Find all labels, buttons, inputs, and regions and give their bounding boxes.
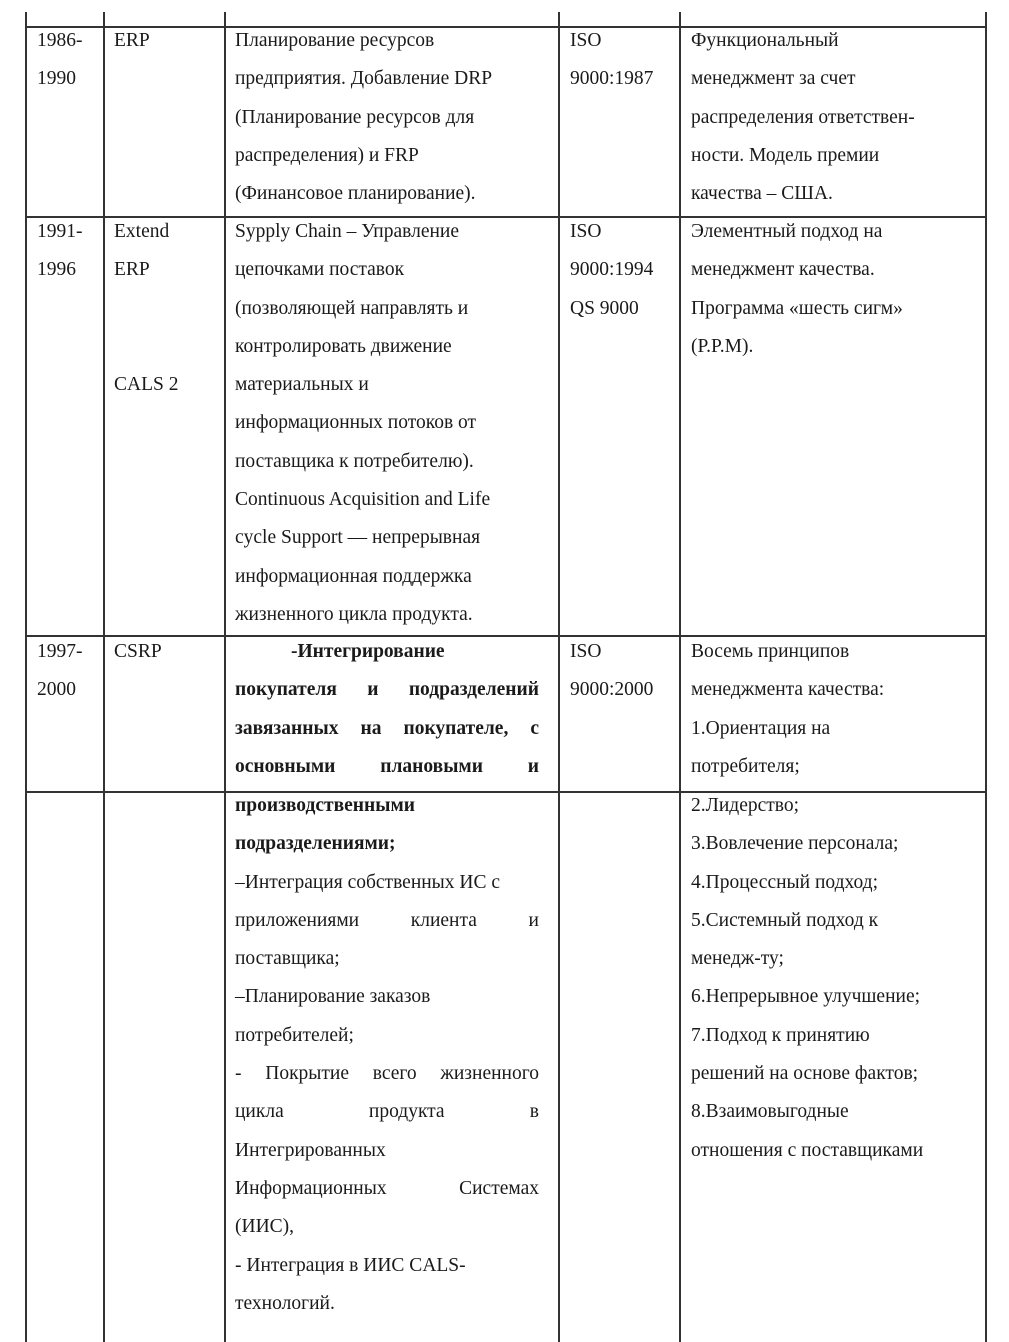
text-line: (ИИС), [235,1216,295,1238]
text-line: Программа «шесть сигм» [691,297,903,319]
text-line: Элементный подход на [691,221,883,242]
text-line: QS 9000 [570,297,639,319]
text-line: Планирование ресурсов [235,30,435,51]
row4-management [691,787,923,1170]
text-line: ERP [114,30,150,51]
row1-system [114,22,150,60]
text-line: ISO [570,30,602,51]
word: с [530,717,539,739]
text-line: предприятия. Добавление DRP [235,68,493,90]
text-line: Sypply Chain – Управление [235,221,460,242]
text-line: производственными [235,795,415,816]
word: Системах [459,1177,539,1199]
text-line: 1996 [37,259,76,281]
word: подразделений [408,679,539,701]
text-line: потребителей; [235,1024,354,1046]
text-line: CALS 2 [114,374,179,396]
word: всего [372,1063,417,1085]
text-line: ISO [570,641,602,662]
row3-management [691,633,884,786]
text-line: контролировать движение [235,335,452,357]
word: приложениями [235,909,360,931]
text-line-justified [235,1055,549,1093]
word: и [528,909,539,931]
text-line: (Финансовое планирование). [235,183,476,205]
text-line-justified [235,748,549,786]
word: Покрытие [265,1063,350,1085]
word: Информационных [235,1177,387,1199]
text-line-justified [235,671,549,709]
text-line: подразделениями; [235,833,396,855]
text-line: 2.Лидерство; [691,795,800,816]
row1-standard [570,22,653,99]
row2-period [37,213,83,290]
text-line-justified [235,1093,549,1131]
word: покупателе, [403,717,509,739]
word: клиента [410,909,477,931]
word: покупателя [235,679,337,701]
word: в [529,1101,539,1123]
text-line: –Планирование заказов [235,986,431,1008]
text-line: технологий. [235,1292,335,1314]
text-line: потребителя; [691,755,800,777]
text-line: Восемь принципов [691,641,850,662]
text-line: 1986- [37,30,83,51]
text-line: cycle Support — непрерывная [235,527,481,549]
text-line: качества – США. [691,183,833,205]
text-line: 7.Подход к принятию [691,1024,870,1046]
text-line: (позволяющей направлять и [235,297,469,319]
text-line: Continuous Acquisition and Life [235,489,491,511]
row2-system [114,213,178,404]
text-line: отношения с поставщиками [691,1139,924,1161]
text-line: 8.Взаимовыгодные [691,1101,849,1123]
text-line: поставщика к потребителю). [235,450,474,472]
row1-management [691,22,915,213]
text-line: цепочками поставок [235,259,405,281]
row3-system [114,633,162,671]
text-line: 1991- [37,221,83,242]
text-line: ISO [570,221,602,242]
text-line: 5.Системный подход к [691,909,879,931]
text-line: жизненного цикла продукта. [235,603,473,625]
text-line: Extend [114,221,170,242]
text-line: 2000 [37,679,76,701]
word: и [527,755,539,777]
text-line: 3.Вовлечение персонала; [691,833,899,855]
text-line: менеджмент качества. [691,259,875,281]
text-line: - Интеграция в ИИС CALS- [235,1254,466,1276]
text-line: (Планирование ресурсов для [235,106,475,128]
table-border-right [985,12,987,1342]
row1-description [235,22,549,213]
text-line: менеджмент за счет [691,68,856,90]
row2-standard [570,213,653,328]
text-line: 4.Процессный подход; [691,871,879,893]
text-line-justified [235,902,549,940]
table-border-col2 [103,12,105,1342]
word: и [367,679,379,701]
row2-description [235,213,549,634]
row4-description [235,787,549,1323]
word: цикла [235,1101,284,1123]
row3-period [37,633,83,710]
text-line: 1990 [37,68,76,90]
text-line: 9000:1994 [570,259,654,281]
text-line: 9000:2000 [570,679,654,701]
text-line: 1997- [37,641,83,662]
word: на [360,717,382,739]
word: плановыми [380,755,483,777]
text-line: CSRP [114,641,162,662]
word: жизненного [440,1063,539,1085]
text-line: информационная поддержка [235,565,472,587]
word: продукта [368,1101,445,1123]
text-line-justified [235,710,549,748]
row3-standard [570,633,653,710]
text-line: 1.Ориентация на [691,717,831,739]
text-line: Интегрированных [235,1139,386,1161]
text-line: распределения) и FRP [235,144,419,166]
table-border-col4 [558,12,560,1342]
word: - [235,1063,242,1085]
row1-period [37,22,83,99]
text-line: Функциональный [691,30,839,51]
text-line: менедж-ту; [691,948,784,970]
text-line: распределения ответствен- [691,106,915,128]
text-line: (P.P.M). [691,335,754,357]
row3-description [235,633,549,786]
text-line: –Интеграция собственных ИС с [235,871,501,893]
text-line: информационных потоков от [235,412,477,434]
text-line [114,290,178,328]
text-line: 6.Непрерывное улучшение; [691,986,921,1008]
text-line [114,328,178,366]
table-border-col3 [224,12,226,1342]
table-border-left [25,12,27,1342]
word: завязанных [235,717,339,739]
text-line: материальных и [235,374,369,396]
word: основными [235,755,336,777]
text-line: -Интегрирование [291,641,445,662]
text-line: ности. Модель премии [691,144,880,166]
row2-management [691,213,903,366]
text-line: ERP [114,259,150,281]
text-line: решений на основе фактов; [691,1063,919,1085]
text-line: менеджмента качества: [691,679,885,701]
text-line: поставщика; [235,948,340,970]
text-line: 9000:1987 [570,68,654,90]
text-line-justified [235,1170,549,1208]
table-border-col5 [679,12,681,1342]
